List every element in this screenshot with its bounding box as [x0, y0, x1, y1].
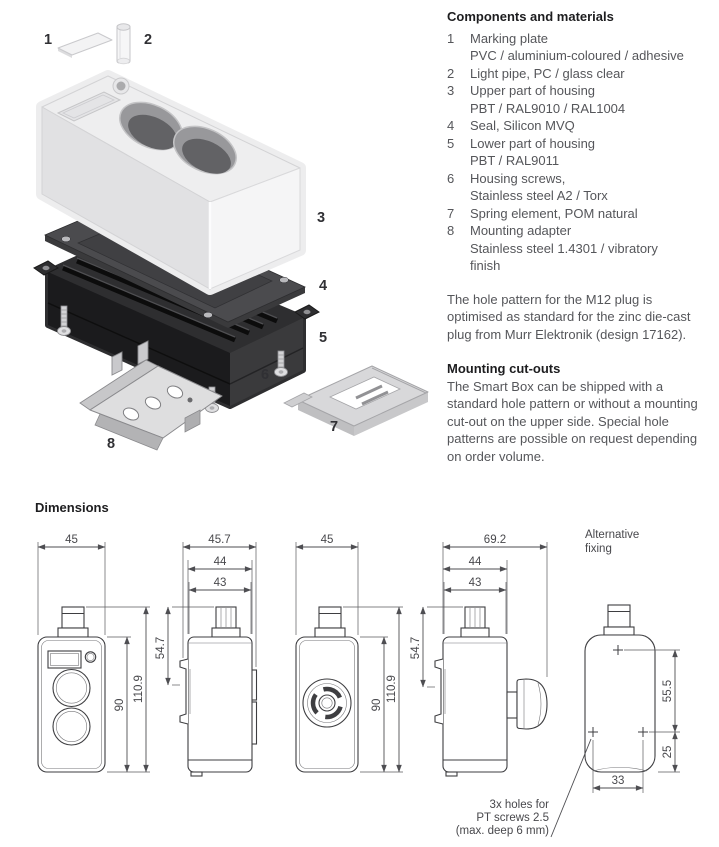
holes-note-line2: PT screws 2.5 — [476, 812, 549, 824]
drawing-front-view — [38, 534, 150, 772]
dim-side2-depth-inner: 43 — [468, 577, 482, 589]
dim-side-conn-height: 54.7 — [155, 636, 167, 660]
dimension-drawings — [0, 520, 719, 847]
component-number: 8 — [447, 223, 455, 238]
exploded-label-7: 7 — [329, 419, 339, 435]
dim-estop-total-height: 110.9 — [386, 675, 398, 703]
dim-side-depth-inner: 43 — [213, 577, 227, 589]
component-text: PVC / aluminium-coloured / adhesive — [470, 48, 684, 63]
component-item-2 — [447, 65, 707, 83]
component-text: Stainless steel 1.4301 / vibratory — [470, 240, 658, 256]
component-text: Upper part of housing — [470, 83, 596, 98]
component-number: 2 — [447, 65, 455, 81]
exploded-label-8: 8 — [106, 436, 116, 452]
dim-side2-conn-height: 54.7 — [410, 636, 422, 660]
alt-fixing-label-line1: Alternative — [585, 529, 640, 541]
part-marking-plate — [58, 33, 112, 58]
dim-front-body-height: 90 — [114, 698, 126, 712]
dim-back-hole-bottom: 25 — [662, 745, 674, 759]
hole-pattern-note: The hole pattern for the M12 plug is optimised as standard for the zinc die-cast plug from Murr Elektronik (design 17162). — [447, 291, 691, 342]
dim-front-total-height: 110.9 — [133, 675, 145, 703]
dimensions-heading: Dimensions — [35, 500, 109, 515]
mounting-cutouts-text: The Smart Box can be shipped with a standard hole pattern or without a mounting cut-out on the upper side. Special hole patterns are possible on request depending on order volume. — [447, 378, 698, 464]
component-text: Spring element, POM natural — [470, 205, 638, 221]
alt-fixing-label-line2: fixing — [585, 543, 612, 555]
drawing-side-view-estop — [410, 534, 547, 776]
part-light-pipe — [117, 24, 130, 64]
component-text: Light pipe, PC / glass clear — [470, 65, 625, 81]
component-text: Mounting adapter — [470, 223, 572, 238]
dim-back-hole-span: 33 — [611, 775, 625, 787]
component-number: 3 — [447, 83, 455, 98]
dim-estop-body-height: 90 — [371, 698, 383, 712]
component-item-3 — [447, 82, 707, 100]
exploded-label-3: 3 — [316, 210, 326, 226]
component-item-8 — [447, 222, 707, 240]
components-heading: Components and materials — [447, 9, 614, 24]
exploded-label-5: 5 — [318, 330, 328, 346]
mounting-cutouts-heading: Mounting cut-outs — [447, 361, 561, 376]
drawing-front-view-estop — [296, 534, 403, 772]
exploded-view-illustration — [0, 0, 440, 470]
dim-side-depth-outer: 44 — [213, 556, 227, 568]
holes-note-line3: (max. deep 6 mm) — [455, 825, 549, 837]
component-text: Marking plate — [470, 30, 549, 46]
exploded-label-2: 2 — [143, 32, 153, 48]
component-text: Stainless steel A2 / Torx — [470, 188, 608, 203]
dim-side2-depth-total: 69.2 — [483, 534, 507, 546]
component-item-4 — [447, 117, 707, 135]
component-item-6 — [447, 170, 707, 188]
dim-side2-depth-outer: 44 — [468, 556, 482, 568]
component-text: Lower part of housing — [470, 135, 596, 151]
component-text: finish — [470, 258, 501, 273]
component-number: 6 — [447, 170, 455, 186]
component-number: 4 — [447, 118, 455, 133]
component-number: 5 — [447, 135, 455, 151]
dim-side-depth-total: 45.7 — [208, 534, 231, 546]
dim-back-hole-top: 55.5 — [662, 679, 674, 703]
dim-front-width: 45 — [65, 534, 78, 546]
component-text: Housing screws, — [470, 170, 566, 186]
component-item-7 — [447, 205, 707, 223]
exploded-label-6: 6 — [260, 367, 270, 383]
component-number: 7 — [447, 205, 455, 221]
component-item-5 — [447, 135, 707, 153]
component-number: 1 — [447, 30, 455, 46]
part-spring-element — [284, 366, 428, 436]
holes-note-line1: 3x holes for — [489, 799, 549, 811]
right-text-column — [447, 8, 707, 465]
exploded-label-4: 4 — [318, 278, 328, 294]
component-text: Seal, Silicon MVQ — [470, 118, 575, 133]
exploded-label-1: 1 — [43, 32, 53, 48]
dim-estop-width: 45 — [320, 534, 334, 546]
component-text: PBT / RAL9010 / RAL1004 — [470, 100, 626, 116]
component-item-1 — [447, 30, 707, 48]
component-text: PBT / RAL9011 — [470, 153, 560, 168]
drawing-side-view — [155, 534, 257, 776]
